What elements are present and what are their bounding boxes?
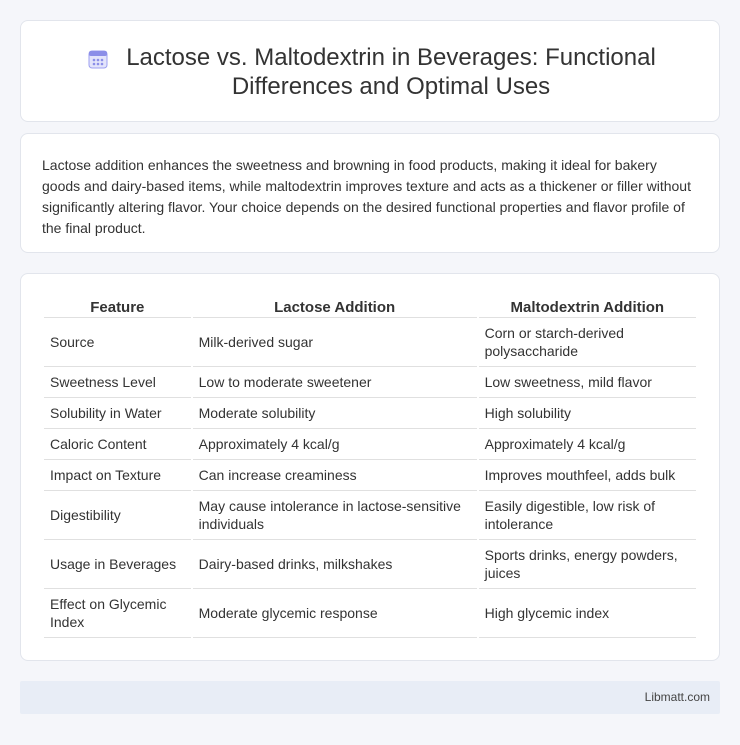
table-cell: Source: [44, 318, 191, 367]
table-row: [44, 318, 696, 367]
table-cell: Approximately 4 kcal/g: [479, 429, 696, 460]
table-row: [44, 460, 696, 491]
table-cell: Low to moderate sweetener: [193, 367, 477, 398]
column-header-feature: Feature: [44, 296, 191, 318]
table-header-row: [44, 296, 696, 318]
table-cell: Milk-derived sugar: [193, 318, 477, 367]
table-cell: Effect on Glycemic Index: [44, 589, 191, 638]
table-cell: Sweetness Level: [44, 367, 191, 398]
table-cell: Can increase creaminess: [193, 460, 477, 491]
table-cell: Moderate glycemic response: [193, 589, 477, 638]
comparison-card: [20, 273, 720, 661]
table-cell: Approximately 4 kcal/g: [193, 429, 477, 460]
table-row: [44, 429, 696, 460]
title-card: [20, 20, 720, 122]
column-header-maltodextrin: Maltodextrin Addition: [479, 296, 696, 318]
table-cell: High glycemic index: [479, 589, 696, 638]
table-cell: Dairy-based drinks, milkshakes: [193, 540, 477, 589]
intro-card: [20, 133, 720, 253]
table-row: [44, 367, 696, 398]
table-cell: Impact on Texture: [44, 460, 191, 491]
table-cell: Usage in Beverages: [44, 540, 191, 589]
table-cell: Corn or starch-derived polysaccharide: [479, 318, 696, 367]
comparison-table: [42, 296, 698, 638]
column-header-lactose: Lactose Addition: [193, 296, 477, 318]
footer: [20, 681, 720, 714]
page-title: Lactose vs. Maltodextrin in Beverages: Functional Differences and Optimal Uses: [126, 44, 656, 100]
table-cell: Improves mouthfeel, adds bulk: [479, 460, 696, 491]
table-cell: Sports drinks, energy powders, juices: [479, 540, 696, 589]
table-cell: Solubility in Water: [44, 398, 191, 429]
footer-site-link[interactable]: Libmatt.com: [644, 690, 710, 704]
table-row: [44, 540, 696, 589]
table-row: [44, 491, 696, 540]
table-cell: Easily digestible, low risk of intolerance: [479, 491, 696, 540]
intro-paragraph: Lactose addition enhances the sweetness and browning in food products, making it ideal for bakery goods and dairy-based items, while maltodextrin improves texture and acts as a thickener or filler without significantly altering flavor. Your choice depends on the desired functional properties and flavor profile of the final product.: [42, 157, 691, 236]
table-cell: Moderate solubility: [193, 398, 477, 429]
table-cell: May cause intolerance in lactose-sensitive individuals: [193, 491, 477, 540]
table-cell: Digestibility: [44, 491, 191, 540]
table-row: [44, 589, 696, 638]
table-row: [44, 398, 696, 429]
table-cell: Low sweetness, mild flavor: [479, 367, 696, 398]
table-cell: Caloric Content: [44, 429, 191, 460]
table-cell: High solubility: [479, 398, 696, 429]
